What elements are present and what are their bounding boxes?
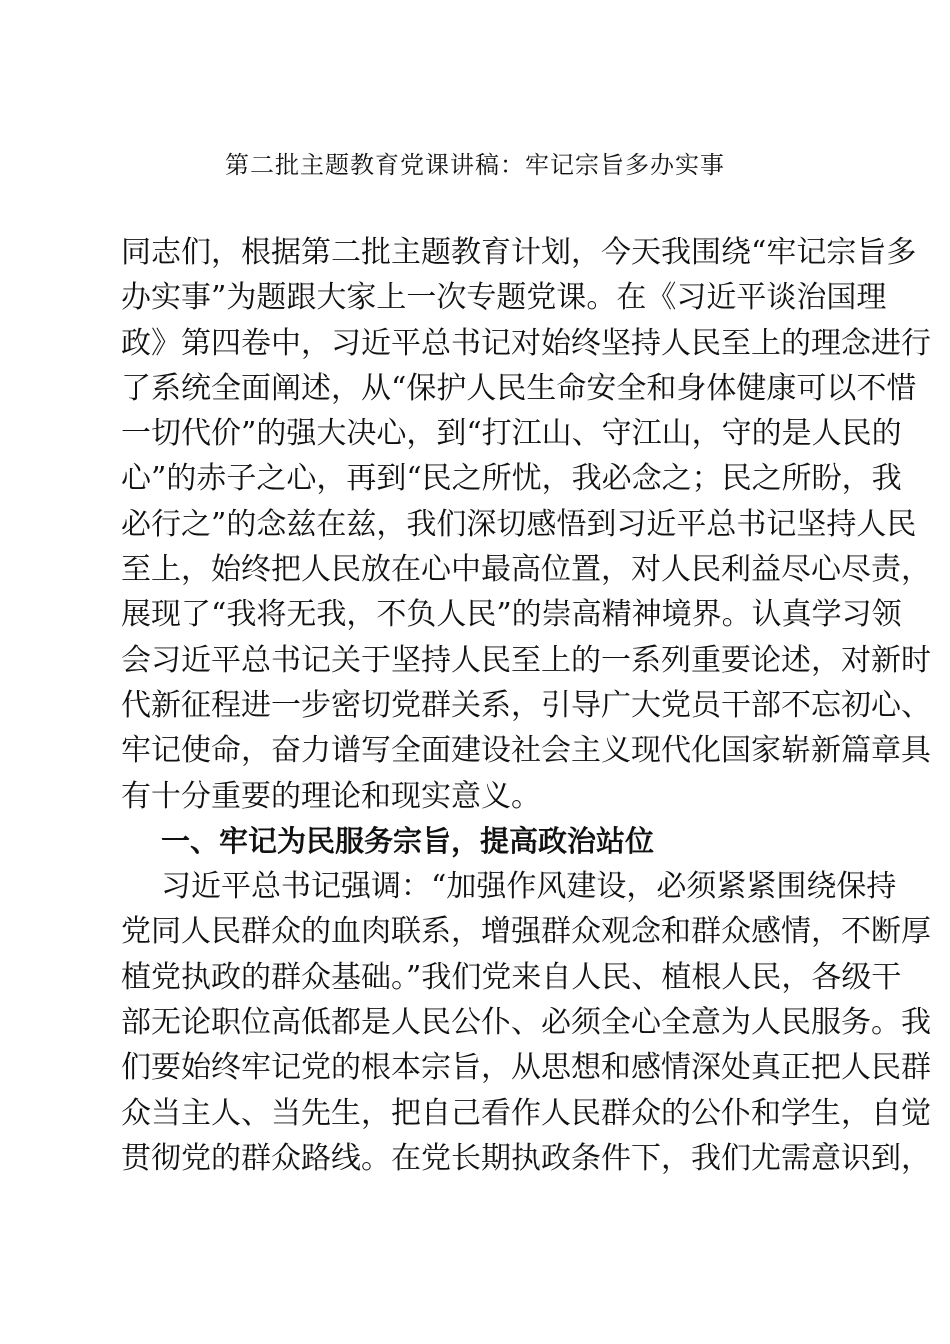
- paragraph-intro: [121, 230, 931, 819]
- text-line: 们要始终牢记党的根本宗旨，从思想和感情深处真正把人民群: [121, 1050, 931, 1086]
- text-line: 牢记使命，奋力谱写全面建设社会主义现代化国家崭新篇章具: [121, 733, 931, 769]
- text-line: 党同人民群众的血肉联系，增强群众观念和群众感情，不断厚: [121, 914, 931, 950]
- text-line: 政》第四卷中，习近平总书记对始终坚持人民至上的理念进行: [121, 325, 931, 361]
- text-line: 办实事”为题跟大家上一次专题党课。在《习近平谈治国理: [121, 280, 887, 316]
- paragraph-section-1: [121, 864, 931, 1181]
- text-line: 一切代价”的强大决心，到“打江山、守江山，守的是人民的: [121, 416, 902, 452]
- text-line: 代新征程进一步密切党群关系，引导广大党员干部不忘初心、: [121, 687, 931, 723]
- text-line: 众当主人、当先生，把自己看作人民群众的公仆和学生，自觉: [121, 1095, 931, 1131]
- text-line: 了系统全面阐述，从“保护人民生命安全和身体健康可以不惜: [121, 370, 917, 406]
- text-line: 习近平总书记强调：“加强作风建设，必须紧紧围绕保持: [161, 869, 897, 905]
- text-line: 必行之”的念兹在兹，我们深切感悟到习近平总书记坚持人民: [121, 506, 917, 542]
- document-title: 第二批主题教育党课讲稿：牢记宗旨多办实事: [225, 151, 725, 179]
- text-line: 植党执政的群众基础。”我们党来自人民、植根人民，各级干: [121, 959, 902, 995]
- text-line: 至上，始终把人民放在心中最高位置，对人民利益尽心尽责，: [121, 552, 931, 588]
- text-line: 会习近平总书记关于坚持人民至上的一系列重要论述，对新时: [121, 642, 931, 678]
- text-line: 同志们，根据第二批主题教育计划，今天我围绕“牢记宗旨多: [121, 235, 917, 270]
- text-line: 贯彻党的群众路线。在党长期执政条件下，我们尤需意识到，: [121, 1140, 931, 1176]
- text-line: 心”的赤子之心，再到“民之所忧，我必念之；民之所盼，我: [121, 461, 902, 497]
- section-heading: 一、牢记为民服务宗旨，提高政治站位: [161, 823, 655, 858]
- text-line: 展现了“我将无我，不负人民”的崇高精神境界。认真学习领: [121, 597, 902, 633]
- document-body: [121, 230, 931, 1181]
- text-line: 有十分重要的理论和现实意义。: [121, 778, 541, 814]
- text-line: 部无论职位高低都是人民公仆、必须全心全意为人民服务。我: [121, 1005, 931, 1041]
